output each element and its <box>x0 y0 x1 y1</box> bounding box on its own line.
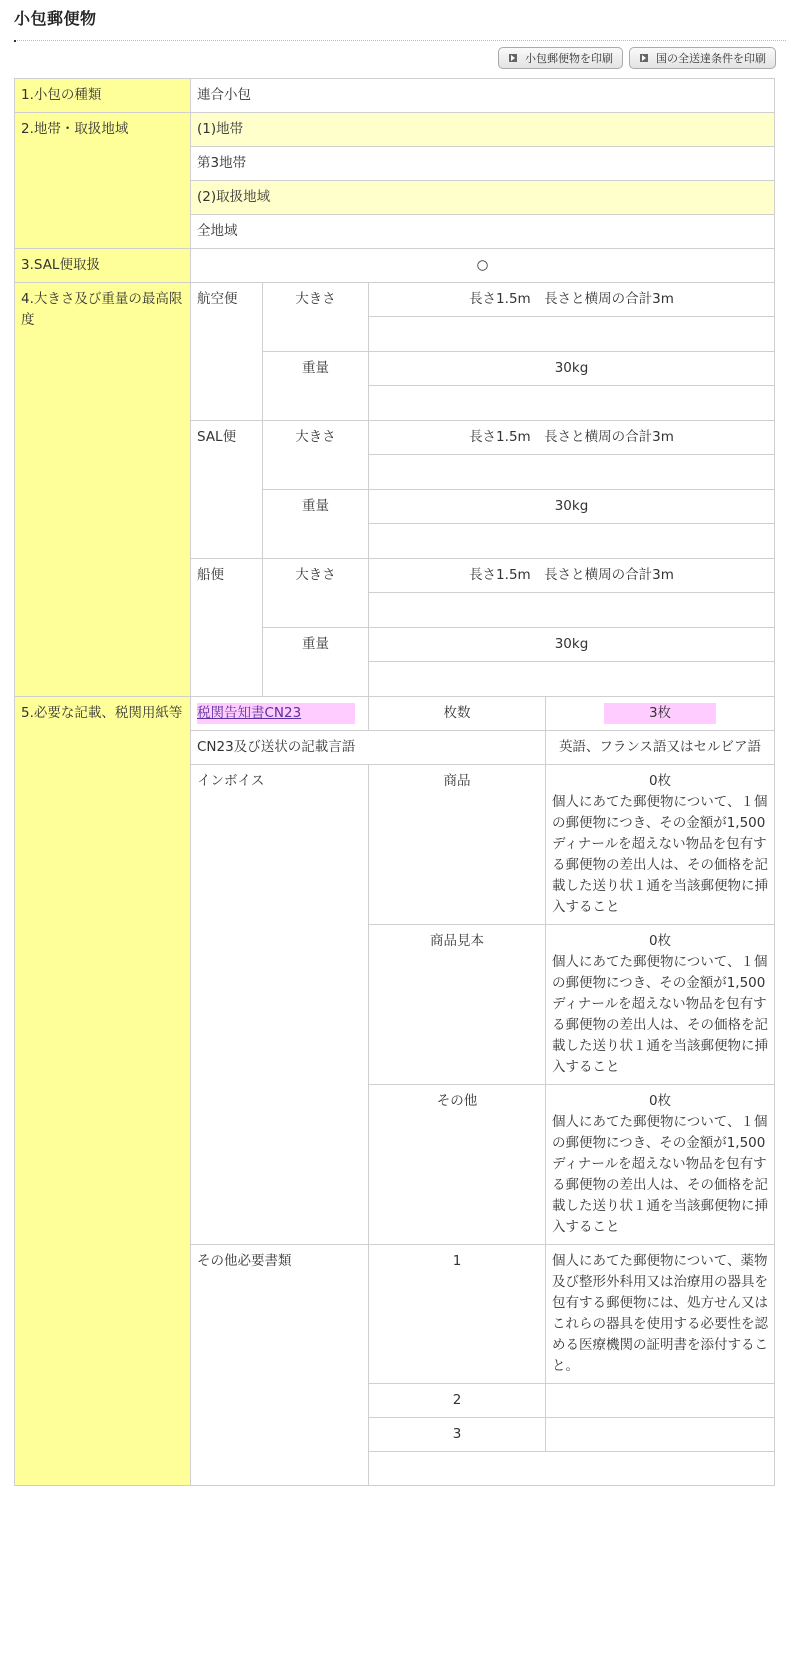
empty-cell <box>369 1452 775 1486</box>
type-value: 連合小包 <box>191 79 775 113</box>
air-size-label: 大きさ <box>263 283 369 352</box>
table-row <box>15 79 775 113</box>
other-doc-text-3 <box>546 1418 775 1452</box>
other-docs-label: その他必要書類 <box>191 1245 369 1486</box>
air-weight-label: 重量 <box>263 352 369 421</box>
sal-weight-value: 30kg <box>369 490 775 524</box>
page-title: 小包郵便物 <box>14 9 97 28</box>
air-mode: 航空便 <box>191 283 263 421</box>
goods-label: 商品 <box>369 765 546 925</box>
air-weight-value: 30kg <box>369 352 775 386</box>
sal-label: 3.SAL便取扱 <box>15 249 191 283</box>
empty-cell <box>369 317 775 352</box>
other-cell <box>546 1085 775 1245</box>
other-doc-num-3: 3 <box>369 1418 546 1452</box>
goods-cell <box>546 765 775 925</box>
other-doc-num-2: 2 <box>369 1384 546 1418</box>
print-parcel-button[interactable] <box>498 47 623 69</box>
samples-note: 個人にあてた郵便物について、１個の郵便物につき、その金額が1,500ディナールを超えない物品を包有する郵便物の差出人は、その価格を記載した送り状１通を当該郵便物に挿入すること <box>552 954 768 1075</box>
sal-mode: SAL便 <box>191 421 263 559</box>
print-all-conditions-button[interactable] <box>629 47 776 69</box>
samples-count: 0枚 <box>648 933 672 949</box>
title-dot <box>14 40 16 42</box>
air-size-value: 長さ1.5m 長さと横周の合計3m <box>369 283 775 317</box>
play-icon <box>509 54 517 62</box>
copies-cell <box>546 697 775 731</box>
empty-cell <box>369 593 775 628</box>
other-label: その他 <box>369 1085 546 1245</box>
print-toolbar <box>498 47 776 69</box>
print-parcel-label: 小包郵便物を印刷 <box>525 52 613 65</box>
title-divider <box>14 40 786 41</box>
table-row <box>15 283 775 317</box>
ship-weight-label: 重量 <box>263 628 369 697</box>
copies-label: 枚数 <box>369 697 546 731</box>
play-icon <box>640 54 648 62</box>
empty-cell <box>369 524 775 559</box>
docs-label: 5.必要な記載、税関用紙等 <box>15 697 191 1486</box>
other-doc-text-1: 個人にあてた郵便物について、薬物及び整形外科用又は治療用の器具を包有する郵便物には、処方せん又はこれらの器具を使用する必要性を認める医療機関の証明書を添付すること。 <box>546 1245 775 1384</box>
empty-cell <box>369 455 775 490</box>
sal-weight-label: 重量 <box>263 490 369 559</box>
ship-weight-value: 30kg <box>369 628 775 662</box>
cn23-cell <box>191 697 369 731</box>
other-doc-num-1: 1 <box>369 1245 546 1384</box>
ship-size-label: 大きさ <box>263 559 369 628</box>
limits-label: 4.大きさ及び重量の最高限度 <box>15 283 191 697</box>
other-count: 0枚 <box>648 1093 672 1109</box>
zone-value: 第3地帯 <box>191 147 775 181</box>
invoice-label: インボイス <box>191 765 369 1245</box>
goods-note: 個人にあてた郵便物について、１個の郵便物につき、その金額が1,500ディナールを超えない物品を包有する郵便物の差出人は、その価格を記載した送り状１通を当該郵便物に挿入すること <box>552 794 768 915</box>
table-row <box>15 249 775 283</box>
sal-size-label: 大きさ <box>263 421 369 490</box>
goods-count: 0枚 <box>648 773 672 789</box>
sal-value: ○ <box>191 249 775 283</box>
area-value: 全地域 <box>191 215 775 249</box>
sal-size-value: 長さ1.5m 長さと横周の合計3m <box>369 421 775 455</box>
empty-cell <box>369 662 775 697</box>
samples-cell <box>546 925 775 1085</box>
cn23-link[interactable]: 税関告知書CN23 <box>197 703 355 724</box>
zone-header: (1)地帯 <box>191 113 775 147</box>
empty-cell <box>369 386 775 421</box>
table-row <box>15 697 775 731</box>
area-header: (2)取扱地域 <box>191 181 775 215</box>
parcel-conditions-table <box>14 78 775 1486</box>
samples-label: 商品見本 <box>369 925 546 1085</box>
zone-label: 2.地帯・取扱地域 <box>15 113 191 249</box>
print-all-conditions-label: 国の全送達条件を印刷 <box>656 52 766 65</box>
ship-mode: 船便 <box>191 559 263 697</box>
other-doc-text-2 <box>546 1384 775 1418</box>
other-note: 個人にあてた郵便物について、１個の郵便物につき、その金額が1,500ディナールを超えない物品を包有する郵便物の差出人は、その価格を記載した送り状１通を当該郵便物に挿入すること <box>552 1114 768 1235</box>
language-label: CN23及び送状の記載言語 <box>191 731 546 765</box>
ship-size-value: 長さ1.5m 長さと横周の合計3m <box>369 559 775 593</box>
copies-value: 3枚 <box>604 703 716 724</box>
table-row <box>15 113 775 147</box>
language-value: 英語、フランス語又はセルビア語 <box>546 731 775 765</box>
type-label: 1.小包の種類 <box>15 79 191 113</box>
